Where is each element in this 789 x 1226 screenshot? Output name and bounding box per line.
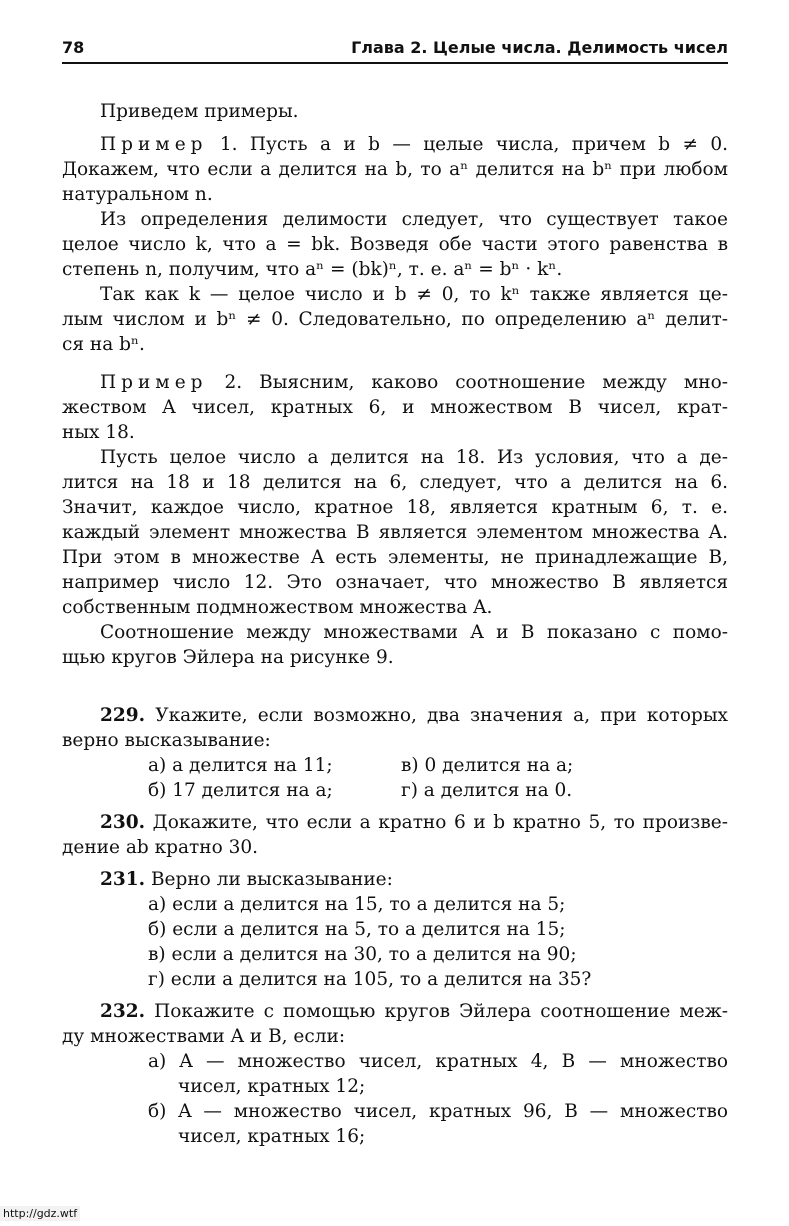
- exercise-230: 230. Докажите, что если a кратно 6 и b кратно 5, то произве-: [100, 812, 729, 833]
- exercise-231: 231. Верно ли высказывание:: [100, 869, 393, 890]
- exercise-option-row: [148, 753, 728, 778]
- option-a: а) a делится на 11;: [148, 755, 333, 776]
- watermark-link[interactable]: http://gdz.wtf: [0, 1206, 80, 1221]
- exercise-232: 232. Покажите с помощью кругов Эйлера соотношение меж-: [100, 1001, 728, 1022]
- text-line: При этом в множестве A есть элементы, не принадлежащие B,: [62, 547, 728, 568]
- exercise-option-continued: чисел, кратных 12;: [178, 1076, 366, 1097]
- exercise-option: б) если a делится на 5, то a делится на 15;: [148, 919, 566, 940]
- exercise-number: 232.: [100, 1001, 146, 1022]
- text-line: Пусть целое число a делится на 18. Из условия, что a де-: [100, 447, 728, 468]
- text-line: Докажем, что если a делится на b, то aⁿ делится на bⁿ при любом: [62, 159, 728, 180]
- text-line: верно высказывание:: [62, 730, 271, 751]
- option-b: б) 17 делится на a;: [148, 780, 333, 801]
- text-line: Соотношение между множествами A и B показано с помо-: [100, 622, 728, 643]
- text-line: степень n, получим, что aⁿ = (bk)ⁿ, т. е. aⁿ = bⁿ · kⁿ.: [62, 259, 563, 280]
- exercise-option-continued: чисел, кратных 16;: [178, 1126, 366, 1147]
- text-line: лится на 18 и 18 делится на 6, следует, что a делится на 6.: [62, 472, 728, 493]
- example-1-line: Пример 1. Пусть a и b — целые числа, причем b ≠ 0.: [100, 134, 728, 155]
- exercise-229: 229. Укажите, если возможно, два значения a, при которых: [100, 705, 728, 726]
- example-2-line: Пример 2. Выясним, каково соотношение между мно-: [100, 372, 728, 393]
- example-2-label: Пример: [100, 372, 208, 393]
- text-line: щью кругов Эйлера на рисунке 9.: [62, 647, 394, 668]
- exercise-number: 230.: [100, 812, 146, 833]
- intro-line: Приведем примеры.: [100, 101, 299, 122]
- exercise-number: 229.: [100, 705, 146, 726]
- text-line: жеством A чисел, кратных 6, и множеством B чисел, крат-: [62, 397, 728, 418]
- text-line: Из определения делимости следует, что существует такое: [100, 209, 728, 230]
- page-number: 78: [62, 38, 85, 57]
- text-line: дение ab кратно 30.: [62, 837, 259, 858]
- text-line: лым числом и bⁿ ≠ 0. Следовательно, по определению aⁿ делит-: [62, 309, 728, 330]
- exercise-number: 231.: [100, 869, 146, 890]
- exercise-option-row: [148, 778, 728, 803]
- exercise-option: в) если a делится на 30, то a делится на 90;: [148, 944, 577, 965]
- exercise-option: а) если a делится на 15, то a делится на 5;: [148, 894, 566, 915]
- text-line: ных 18.: [62, 422, 135, 443]
- option-g: г) a делится на 0.: [401, 780, 573, 801]
- exercise-option: а) A — множество чисел, кратных 4, B — множество: [148, 1051, 728, 1072]
- option-v: в) 0 делится на a;: [401, 755, 574, 776]
- text-line: натуральном n.: [62, 184, 213, 205]
- text-line: ду множествами A и B, если:: [62, 1026, 346, 1047]
- text-line: собственным подмножеством множества A.: [62, 597, 493, 618]
- exercise-option: б) A — множество чисел, кратных 96, B — множество: [148, 1101, 728, 1122]
- text-line: Так как k — целое число и b ≠ 0, то kⁿ также является це-: [100, 284, 728, 305]
- text-line: например число 12. Это означает, что множество B является: [62, 572, 728, 593]
- page-header: [62, 38, 728, 64]
- exercise-option: г) если a делится на 105, то a делится на 35?: [148, 969, 592, 990]
- text-line: Значит, каждое число, кратное 18, является кратным 6, т. е.: [62, 497, 728, 518]
- example-1-label: Пример: [100, 134, 208, 155]
- chapter-title: Глава 2. Целые числа. Делимость чисел: [351, 38, 728, 57]
- text-line: целое число k, что a = bk. Возведя обе части этого равенства в: [62, 234, 728, 255]
- text-line: каждый элемент множества B является элементом множества A.: [62, 522, 728, 543]
- text-line: ся на bⁿ.: [62, 334, 145, 355]
